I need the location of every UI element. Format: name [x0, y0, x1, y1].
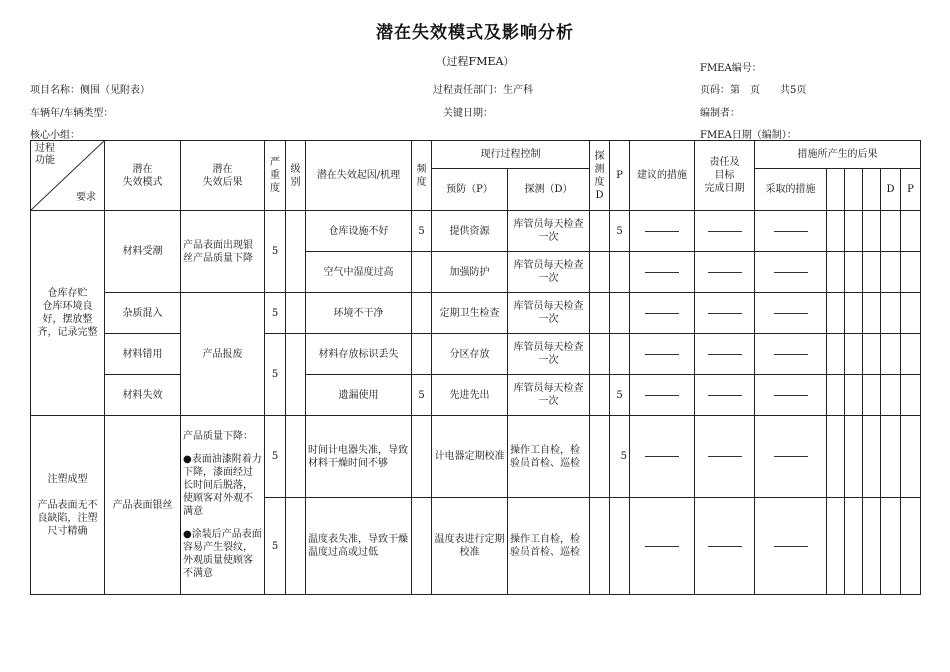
effect-line: ●涂装后产品表面容易产生裂纹，外观质量使顾客不满意 — [183, 529, 262, 579]
responsibility-cell — [695, 211, 755, 252]
detection-control-cell: 库管员每天检查一次 — [508, 211, 590, 252]
p-cell: 5 — [610, 416, 630, 498]
recommended-cell — [630, 334, 695, 375]
prevention-cell: 计电器定期校准 — [432, 416, 508, 498]
empty-cell — [881, 498, 901, 595]
responsibility-cell — [695, 375, 755, 416]
header-p: P — [610, 141, 630, 211]
blank-line — [708, 456, 742, 457]
failure-effect-cell: 产品表面出现银丝产品质量下降 — [181, 211, 265, 293]
p-cell: 5 — [610, 375, 630, 416]
detection-cell — [590, 293, 610, 334]
responsibility-cell — [695, 498, 755, 595]
empty-cell — [845, 293, 863, 334]
recommended-cell — [630, 211, 695, 252]
blank-line — [708, 395, 742, 396]
prevention-cell: 定期卫生检查 — [432, 293, 508, 334]
header-cause: 潜在失效起因/机理 — [306, 141, 412, 211]
empty-cell — [827, 293, 845, 334]
core-team: 核心小组： — [30, 130, 80, 141]
occurrence-cell — [412, 498, 432, 595]
recommended-cell — [630, 252, 695, 293]
empty-cell — [901, 252, 921, 293]
header-requirement-label: 要求 — [76, 192, 96, 203]
empty-cell — [863, 375, 881, 416]
severity-cell: 5 — [265, 293, 286, 334]
fmea-table — [30, 140, 921, 595]
empty-cell — [845, 252, 863, 293]
severity-cell: 5 — [265, 498, 286, 595]
header-blank-3 — [863, 169, 881, 211]
empty-cell — [881, 375, 901, 416]
detection-control-cell: 操作工自检，检验员首检、巡检 — [508, 416, 590, 498]
empty-cell — [863, 498, 881, 595]
blank-line — [708, 313, 742, 314]
table-row — [31, 416, 921, 498]
cause-cell: 空气中湿度过高 — [306, 252, 412, 293]
cause-cell: 环境不干净 — [306, 293, 412, 334]
vehicle-type: 车辆年/车辆类型： — [30, 108, 114, 119]
action-taken-cell — [755, 293, 827, 334]
header-responsibility: 责任及 目标 完成日期 — [695, 141, 755, 211]
process-function-cell — [31, 416, 105, 595]
action-taken-cell — [755, 252, 827, 293]
recommended-cell — [630, 293, 695, 334]
header-blank-1 — [827, 169, 845, 211]
empty-cell — [863, 211, 881, 252]
blank-line — [774, 313, 808, 314]
header-d: D — [881, 169, 901, 211]
severity-cell: 5 — [265, 334, 286, 416]
detection-control-cell: 操作工自检，检验员首检、巡检 — [508, 498, 590, 595]
table-row — [31, 293, 921, 334]
table-row — [31, 211, 921, 252]
empty-cell — [827, 252, 845, 293]
function-line: 注塑成型 — [47, 473, 88, 485]
empty-cell — [827, 334, 845, 375]
header-failure-mode: 潜在 失效模式 — [105, 141, 181, 211]
detection-cell — [590, 334, 610, 375]
header-blank-2 — [845, 169, 863, 211]
empty-cell — [863, 252, 881, 293]
header-severity: 严 重 度 — [265, 141, 286, 211]
fmea-date: FMEA日期（编制）： — [700, 130, 797, 141]
header-detection: 探 测 度 D — [590, 141, 610, 211]
action-taken-cell — [755, 334, 827, 375]
detection-cell — [590, 252, 610, 293]
empty-cell — [901, 211, 921, 252]
empty-cell — [845, 416, 863, 498]
header-occurrence: 频 度 — [412, 141, 432, 211]
occurrence-cell — [412, 334, 432, 375]
function-line: 仓库环境良 — [42, 301, 93, 312]
action-taken-cell — [755, 211, 827, 252]
action-taken-cell — [755, 498, 827, 595]
cause-cell: 温度表失准，导致干燥温度过高或过低 — [306, 498, 412, 595]
empty-cell — [901, 498, 921, 595]
blank-line — [774, 231, 808, 232]
header-recommended: 建议的措施 — [630, 141, 695, 211]
detection-control-cell: 库管员每天检查一次 — [508, 375, 590, 416]
cause-cell: 遗漏使用 — [306, 375, 412, 416]
class-cell — [286, 498, 306, 595]
blank-line — [708, 231, 742, 232]
function-line: 良缺陷，注塑 — [37, 512, 98, 524]
effect-line — [183, 518, 262, 528]
table-row — [31, 334, 921, 375]
p-cell: 5 — [610, 211, 630, 252]
blank-line — [774, 546, 808, 547]
blank-line — [708, 546, 742, 547]
p-cell — [610, 334, 630, 375]
failure-mode-cell: 材料受潮 — [105, 211, 181, 293]
blank-line — [774, 456, 808, 457]
responsible-dept: 过程责任部门：生产科 — [433, 85, 533, 96]
occurrence-cell — [412, 293, 432, 334]
failure-mode-cell: 材料错用 — [105, 334, 181, 375]
header-process-function — [31, 141, 105, 211]
blank-line — [645, 272, 679, 273]
function-line: 产品表面无不 — [37, 499, 98, 511]
empty-cell — [845, 375, 863, 416]
function-line: 齐，记录完整 — [37, 327, 98, 338]
blank-line — [645, 354, 679, 355]
header-failure-effect: 潜在 失效后果 — [181, 141, 265, 211]
responsibility-cell — [695, 416, 755, 498]
blank-line — [774, 395, 808, 396]
header-class: 级 别 — [286, 141, 306, 211]
responsibility-cell — [695, 334, 755, 375]
class-cell — [286, 334, 306, 416]
effect-line: 产品质量下降： — [183, 431, 253, 442]
effect-line — [183, 443, 262, 453]
page-title: 潜在失效模式及影响分析 — [376, 23, 574, 43]
function-line — [33, 486, 102, 499]
header-prevention: 预防（P） — [432, 169, 508, 211]
failure-effect-cell: 产品报废 — [181, 293, 265, 416]
severity-cell: 5 — [265, 416, 286, 498]
empty-cell — [827, 498, 845, 595]
empty-cell — [845, 334, 863, 375]
table-row — [31, 375, 921, 416]
recommended-cell — [630, 416, 695, 498]
empty-cell — [881, 252, 901, 293]
prevention-cell: 先进先出 — [432, 375, 508, 416]
responsibility-cell — [695, 252, 755, 293]
header-detection-control: 探测（D） — [508, 169, 590, 211]
recommended-cell — [630, 498, 695, 595]
key-date: 关键日期： — [443, 108, 493, 119]
detection-cell — [590, 211, 610, 252]
occurrence-cell: 5 — [412, 375, 432, 416]
effect-line: ●表面油漆附着力下降，漆面经过长时间后脱落，使顾客对外观不满意 — [183, 454, 262, 517]
empty-cell — [863, 293, 881, 334]
empty-cell — [881, 211, 901, 252]
empty-cell — [901, 416, 921, 498]
fmea-number: FMEA编号： — [700, 63, 762, 74]
function-line: 尺寸精确 — [47, 525, 88, 537]
empty-cell — [863, 334, 881, 375]
class-cell — [286, 211, 306, 293]
failure-mode-cell: 产品表面银丝 — [105, 416, 181, 595]
occurrence-cell: 5 — [412, 211, 432, 252]
function-line: 仓库存贮 — [47, 288, 88, 299]
empty-cell — [863, 416, 881, 498]
empty-cell — [881, 416, 901, 498]
occurrence-cell — [412, 416, 432, 498]
process-function-cell — [31, 211, 105, 416]
detection-cell — [590, 375, 610, 416]
empty-cell — [881, 293, 901, 334]
blank-line — [645, 546, 679, 547]
prevention-cell: 温度表进行定期校准 — [432, 498, 508, 595]
severity-cell: 5 — [265, 211, 286, 293]
detection-control-cell: 库管员每天检查一次 — [508, 252, 590, 293]
empty-cell — [881, 334, 901, 375]
page-subtitle: （过程FMEA） — [435, 55, 515, 68]
header-p2: P — [901, 169, 921, 211]
empty-cell — [901, 334, 921, 375]
header-current-control: 现行过程控制 — [432, 141, 590, 169]
blank-line — [708, 354, 742, 355]
detection-control-cell: 库管员每天检查一次 — [508, 334, 590, 375]
project-name: 项目名称：侧围（见附表） — [30, 85, 150, 96]
empty-cell — [827, 416, 845, 498]
detection-control-cell: 库管员每天检查一次 — [508, 293, 590, 334]
class-cell — [286, 416, 306, 498]
empty-cell — [827, 211, 845, 252]
blank-line — [774, 272, 808, 273]
blank-line — [645, 231, 679, 232]
p-cell — [610, 293, 630, 334]
recommended-cell — [630, 375, 695, 416]
empty-cell — [845, 211, 863, 252]
header-function-label: 过程 功能 — [35, 143, 55, 166]
occurrence-cell — [412, 252, 432, 293]
header-action-taken: 采取的措施 — [755, 169, 827, 211]
failure-effect-cell — [181, 416, 265, 595]
prevention-cell: 提供资源 — [432, 211, 508, 252]
prevention-cell: 加强防护 — [432, 252, 508, 293]
editor: 编制者： — [700, 108, 740, 119]
cause-cell: 仓库设施不好 — [306, 211, 412, 252]
p-cell — [610, 498, 630, 595]
blank-line — [645, 313, 679, 314]
cause-cell: 材料存放标识丢失 — [306, 334, 412, 375]
responsibility-cell — [695, 293, 755, 334]
action-taken-cell — [755, 375, 827, 416]
empty-cell — [827, 375, 845, 416]
blank-line — [708, 272, 742, 273]
detection-cell — [590, 416, 610, 498]
blank-line — [645, 456, 679, 457]
detection-cell — [590, 498, 610, 595]
empty-cell — [901, 293, 921, 334]
action-taken-cell — [755, 416, 827, 498]
p-cell — [610, 252, 630, 293]
blank-line — [774, 354, 808, 355]
page-number: 页码：第 页 共5页 — [700, 85, 807, 96]
class-cell — [286, 293, 306, 334]
failure-mode-cell: 杂质混入 — [105, 293, 181, 334]
cause-cell: 时间计电器失准，导致材料干燥时间不够 — [306, 416, 412, 498]
empty-cell — [901, 375, 921, 416]
empty-cell — [845, 498, 863, 595]
blank-line — [645, 395, 679, 396]
prevention-cell: 分区存放 — [432, 334, 508, 375]
function-line: 好，摆放整 — [42, 314, 93, 325]
failure-mode-cell: 材料失效 — [105, 375, 181, 416]
header-results: 措施所产生的后果 — [755, 141, 921, 169]
